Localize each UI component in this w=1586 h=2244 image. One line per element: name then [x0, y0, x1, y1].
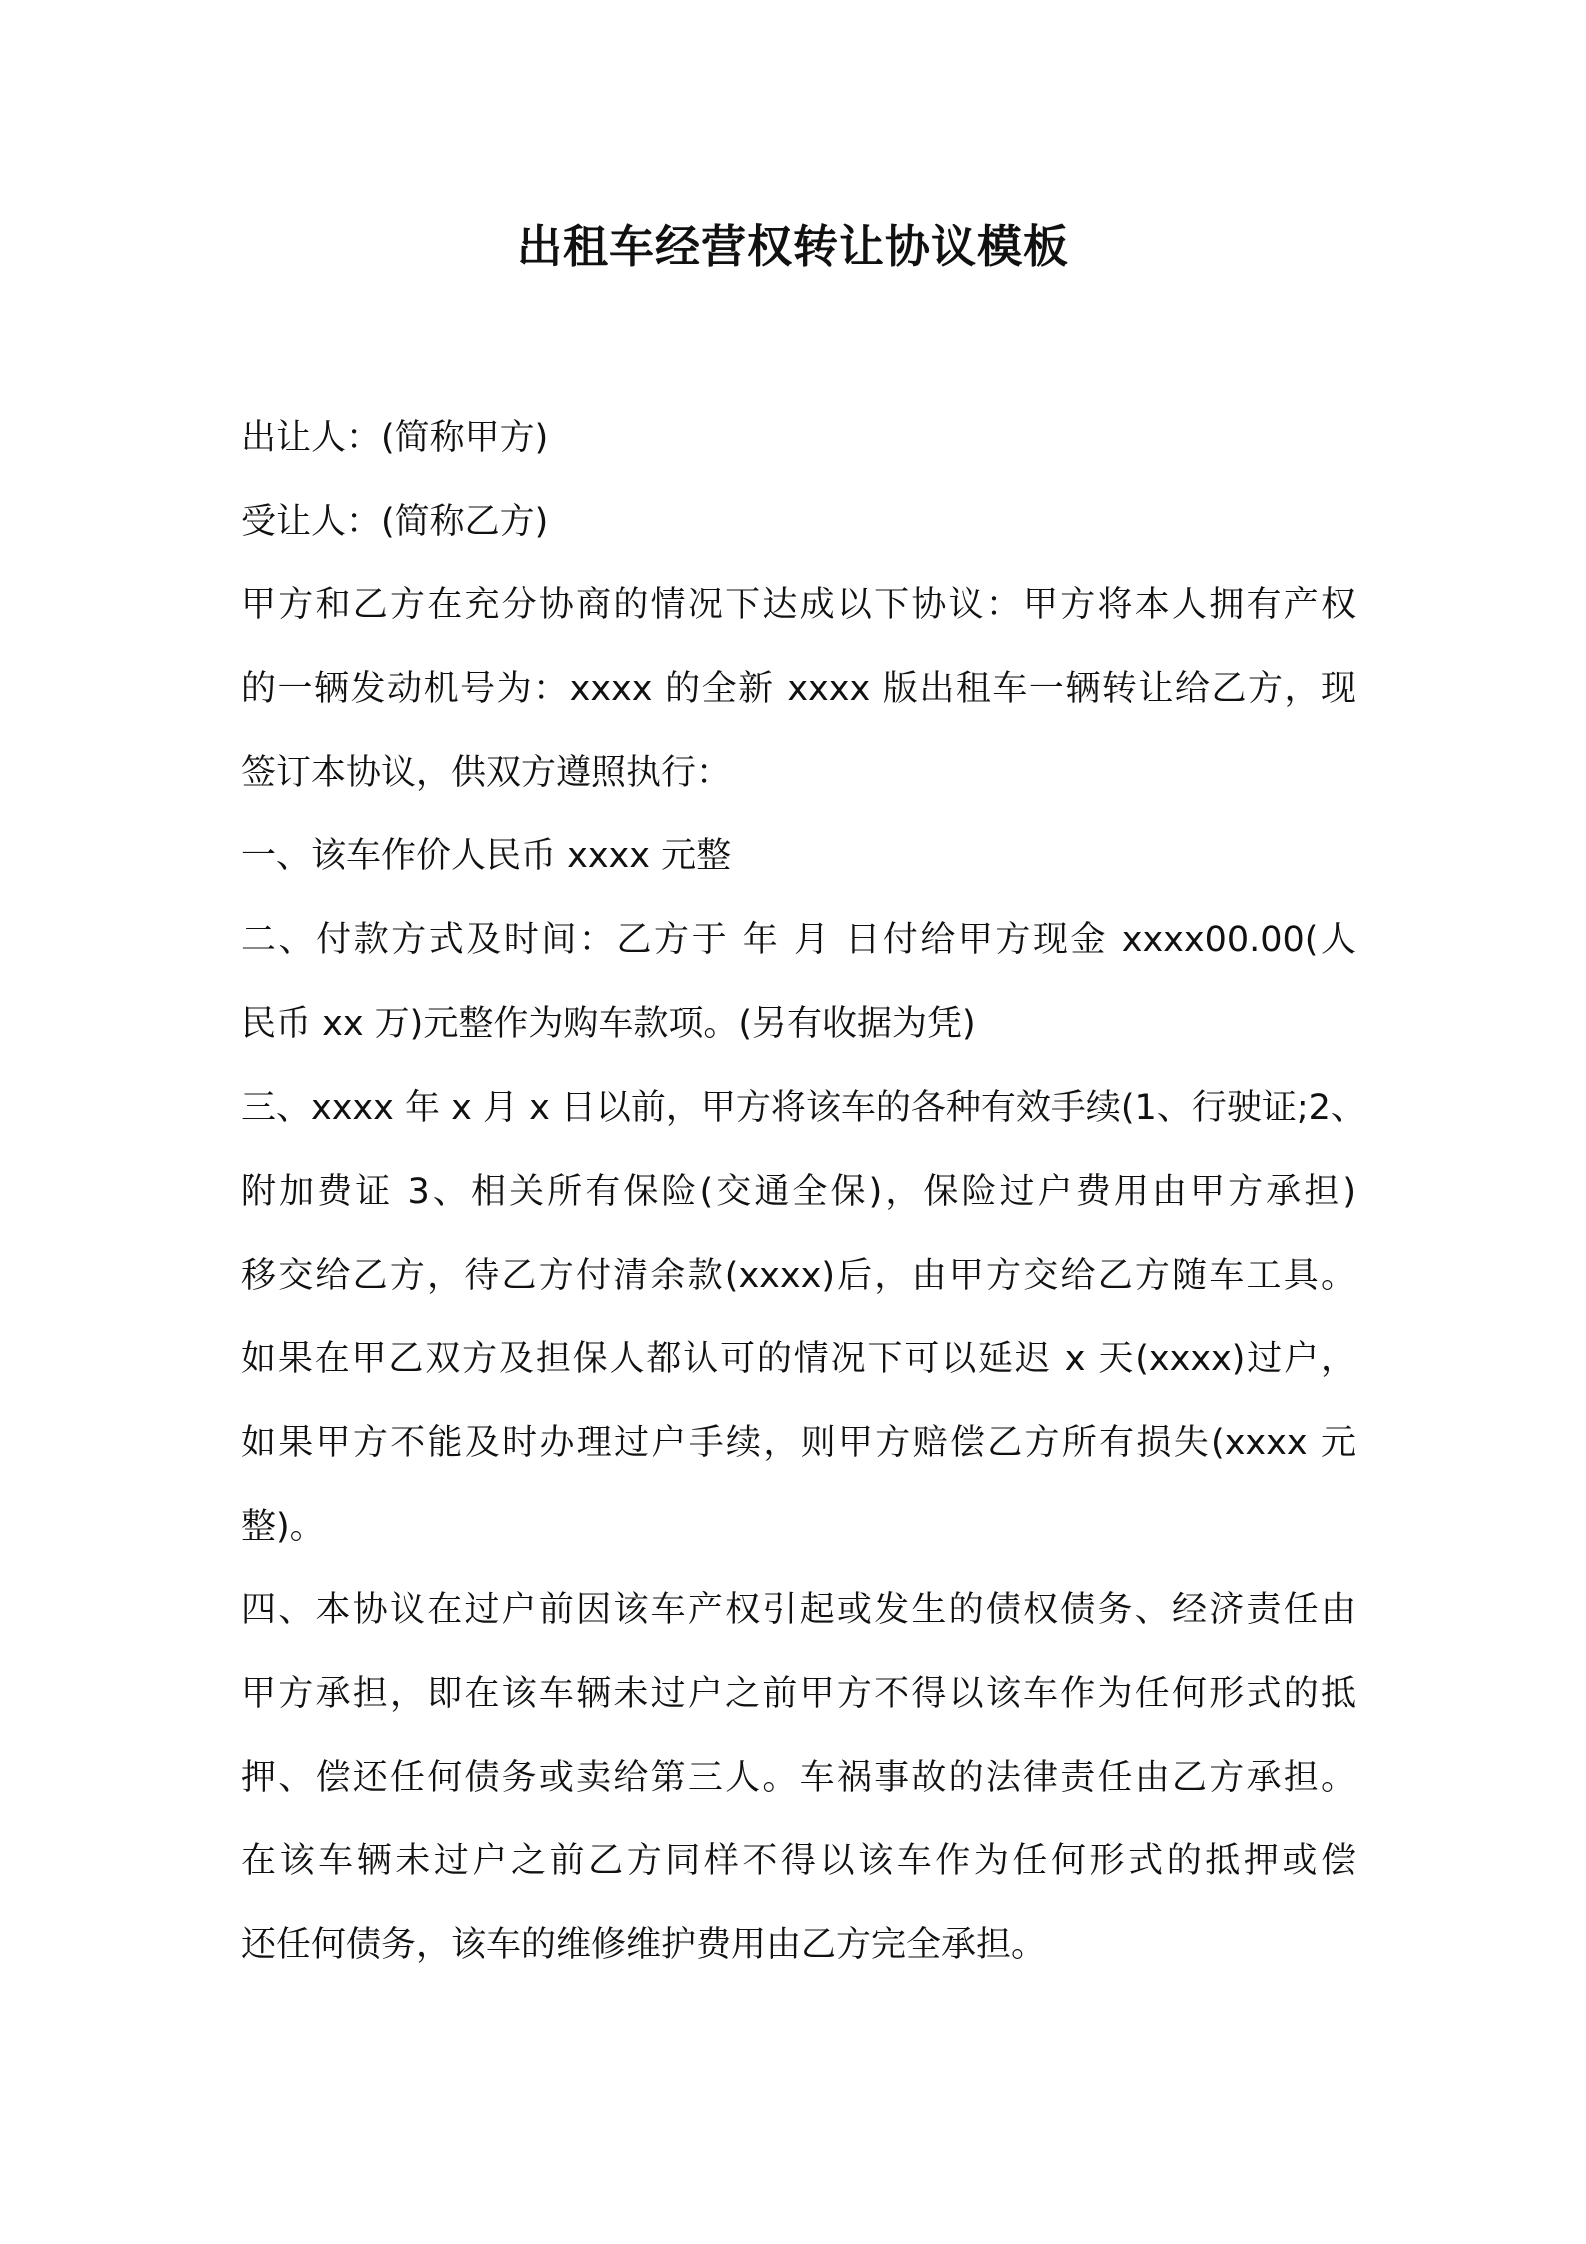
- clause-3-line: 附加费证 3、相关所有保险(交通全保)，保险过户费用由甲方承担): [241, 1172, 1356, 1212]
- clause-3-line: 移交给乙方，待乙方付清余款(xxxx)后，由甲方交给乙方随车工具。: [241, 1256, 1356, 1296]
- clause-4-line: 在该车辆未过户之前乙方同样不得以该车作为任何形式的抵押或偿: [241, 1841, 1356, 1881]
- clause-3-line: 三、xxxx 年 x 月 x 日以前，甲方将该车的各种有效手续(1、行驶证;2、: [241, 1088, 1366, 1128]
- clause-3-line: 整)。: [241, 1507, 325, 1547]
- clause-4-line: 四、本协议在过户前因该车产权引起或发生的债权债务、经济责任由: [241, 1590, 1356, 1630]
- preamble-line: 甲方和乙方在充分协商的情况下达成以下协议：甲方将本人拥有产权: [241, 585, 1356, 625]
- clause-2-line: 二、付款方式及时间：乙方于 年 月 日付给甲方现金 xxxx00.00(人: [241, 920, 1356, 960]
- document-title: 出租车经营权转让协议模板: [516, 220, 1069, 273]
- clause-1-line: 一、该车作价人民币 xxxx 元整: [241, 836, 732, 876]
- transferee-line: 受让人：(简称乙方): [241, 502, 549, 542]
- clause-4-line: 还任何债务，该车的维修维护费用由乙方完全承担。: [241, 1925, 1047, 1965]
- preamble-line: 签订本协议，供双方遵照执行：: [241, 753, 732, 793]
- clause-3-line: 如果在甲乙双方及担保人都认可的情况下可以延迟 x 天(xxxx)过户，: [241, 1339, 1356, 1379]
- transferor-line: 出让人：(简称甲方): [241, 418, 549, 458]
- preamble-line: 的一辆发动机号为：xxxx 的全新 xxxx 版出租车一辆转让给乙方，现: [241, 669, 1356, 709]
- clause-2-line: 民币 xx 万)元整作为购车款项。(另有收据为凭): [241, 1004, 976, 1044]
- clause-3-line: 如果甲方不能及时办理过户手续，则甲方赔偿乙方所有损失(xxxx 元: [241, 1423, 1356, 1463]
- clause-4-line: 甲方承担，即在该车辆未过户之前甲方不得以该车作为任何形式的抵: [241, 1674, 1356, 1714]
- clause-4-line: 押、偿还任何债务或卖给第三人。车祸事故的法律责任由乙方承担。: [241, 1758, 1356, 1798]
